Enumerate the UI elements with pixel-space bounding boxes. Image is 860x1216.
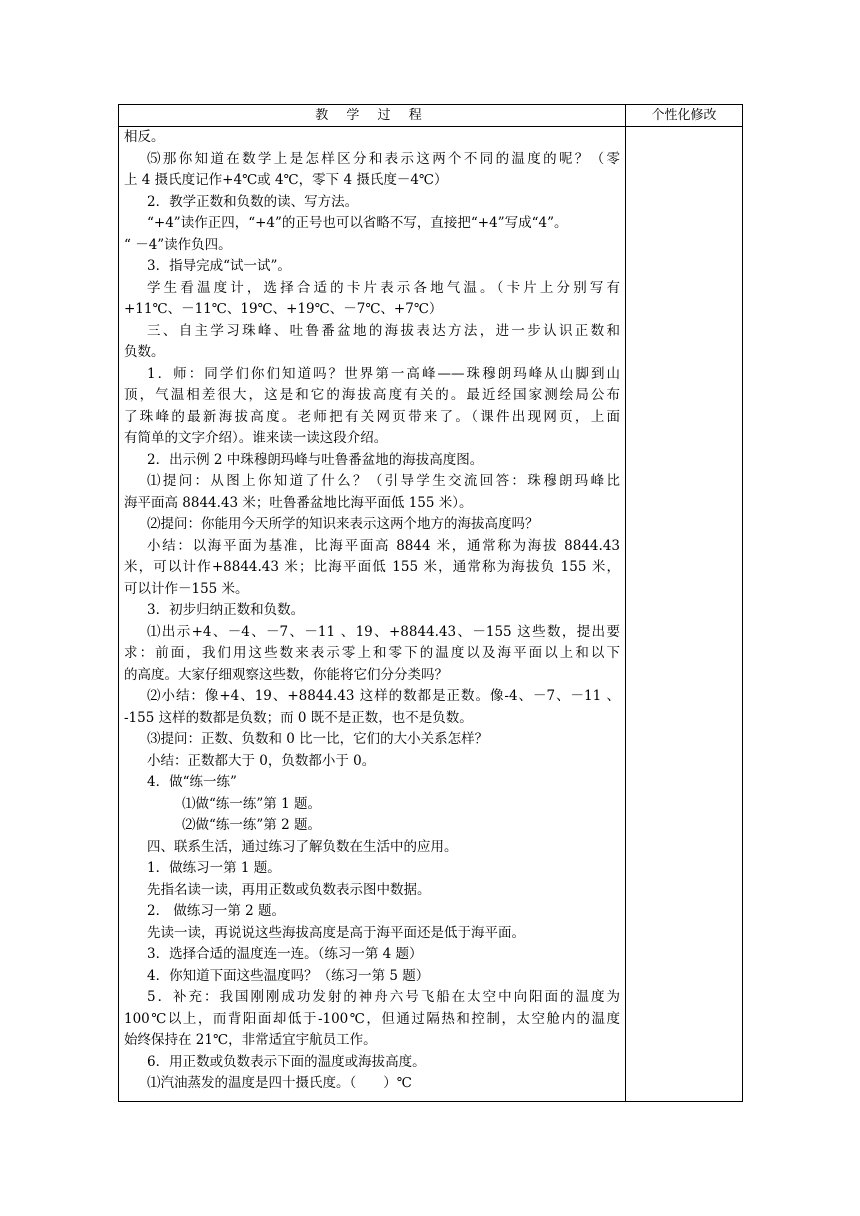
text-line: 3．初步归纳正数和负数。 (147, 602, 305, 618)
text-line: 了珠峰的最新海拔高度。老师把有关网页带来了。（课件出现网页，上面 (124, 408, 620, 425)
text-line: 小结：正数都大于 0，负数都小于 0。 (147, 752, 376, 769)
text-line: ⑴汽油蒸发的温度是四十摄氏度。（ ）℃ (147, 1075, 412, 1091)
text-line: 始终保持在 21℃，非常适宜宇航员工作。 (124, 1032, 377, 1048)
text-line: 3．指导完成“试一试”。 (147, 258, 291, 274)
text-line: 4．你知道下面这些温度吗？（练习一第 5 题） (147, 967, 430, 984)
text-line: 顶，气温相差很大，这是和它的海拔高度有关的。最近经国家测绘局公布 (124, 387, 620, 403)
lesson-table (118, 104, 743, 1102)
text-line: 先指名读一读，再用正数或负数表示图中数据。 (147, 881, 431, 898)
text-line: 小结：以海平面为基准，比海平面高 8844 米，通常称为海拔 8844.43 (147, 537, 620, 554)
text-line: 四、联系生活，通过练习了解负数在生活中的应用。 (147, 838, 458, 855)
text-line: ⑴出示+4、－4、－7、－11 、19、+8844.43、－155 这些数，提出要 (147, 623, 620, 640)
text-line: 上 4 摄氏度记作+4℃或 4℃，零下 4 摄氏度－4℃） (124, 172, 448, 188)
text-line: ⑵做“练一练”第 2 题。 (182, 817, 321, 833)
text-line: 有简单的文字介绍）。谁来读一读这段介绍。 (124, 430, 388, 446)
text-line: -155 这样的数都是负数；而 0 既不是正数，也不是负数。 (124, 709, 473, 726)
text-line: ⑸那你知道在数学上是怎样区分和表示这两个不同的温度的呢？（零 (147, 150, 620, 167)
text-line: 三、自主学习珠峰、吐鲁番盆地的海拔表达方法，进一步认识正数和 (147, 322, 620, 339)
header-teaching-process: 教 学 过 程 (315, 108, 429, 123)
text-line: 海平面高 8844.43 米；吐鲁番盆地比海平面低 155 米）。 (124, 494, 473, 511)
text-line: 米，可以计作+8844.43 米；比海平面低 155 米，通常称为海拔负 155 米， (124, 559, 620, 575)
text-line: 先读一读，再说说这些海拔高度是高于海平面还是低于海平面。 (147, 924, 525, 941)
text-line: 学生看温度计，选择合适的卡片表示各地气温。（卡片上分别写有 (147, 279, 620, 296)
text-line: “+4”读作正四，“+4”的正号也可以省略不写，直接把“+4”写成“4”。 (147, 215, 568, 231)
text-line: 5．补充：我国刚刚成功发射的神舟六号飞船在太空中向阳面的温度为 (147, 989, 620, 1005)
text-line: 负数。 (124, 344, 165, 360)
text-line: 2． 做练习一第 2 题。 (147, 903, 286, 919)
text-line: ⑵小结：像+4、19、+8844.43 这样的数都是正数。像-4、－7、－11 、 (147, 688, 620, 704)
text-line: 可以计作－155 米。 (124, 580, 249, 597)
text-line: 6．用正数或负数表示下面的温度或海拔高度。 (147, 1053, 426, 1070)
text-line: +11℃、－11℃、19℃、+19℃、－7℃、+7℃） (124, 301, 443, 317)
text-line: 求：前面，我们用这些数来表示零上和零下的温度以及海平面以上和以下 (124, 645, 620, 661)
table-header-row (119, 105, 742, 127)
text-line: 4．做“练一练” (147, 774, 237, 790)
text-line: 3．选择合适的温度连一连。（练习一第 4 题） (147, 946, 423, 962)
text-line: ⑵提问：你能用今天所学的知识来表示这两个地方的海拔高度吗？ (147, 516, 539, 532)
header-personal-modification: 个性化修改 (651, 108, 717, 123)
text-line: 1．师：同学们你们知道吗？世界第一高峰——珠穆朗玛峰从山脚到山 (147, 365, 620, 382)
text-line: 2．出示例 2 中珠穆朗玛峰与吐鲁番盆地的海拔高度图。 (147, 451, 484, 468)
text-line: ⑴提问：从图上你知道了什么？（引导学生交流回答：珠穆朗玛峰比 (147, 473, 620, 489)
text-line: 的高度。大家仔细观察这些数，你能将它们分分类吗？ (124, 666, 448, 683)
column-divider (625, 105, 626, 1101)
text-line: 1．做练习一第 1 题。 (147, 860, 281, 876)
text-line: ⑶提问：正数、负数和 0 比一比，它们的大小关系怎样？ (147, 731, 489, 747)
text-line: 2．教学正数和负数的读、写方法。 (147, 193, 359, 210)
text-line: 100℃以上，而背阳面却低于-100℃，但通过隔热和控制，太空舱内的温度 (124, 1010, 620, 1027)
text-line: 相反。 (124, 129, 165, 145)
teaching-process-content (124, 127, 620, 1095)
text-line: “ －4”读作负四。 (124, 236, 232, 253)
text-line: ⑴做“练一练”第 1 题。 (182, 795, 321, 812)
